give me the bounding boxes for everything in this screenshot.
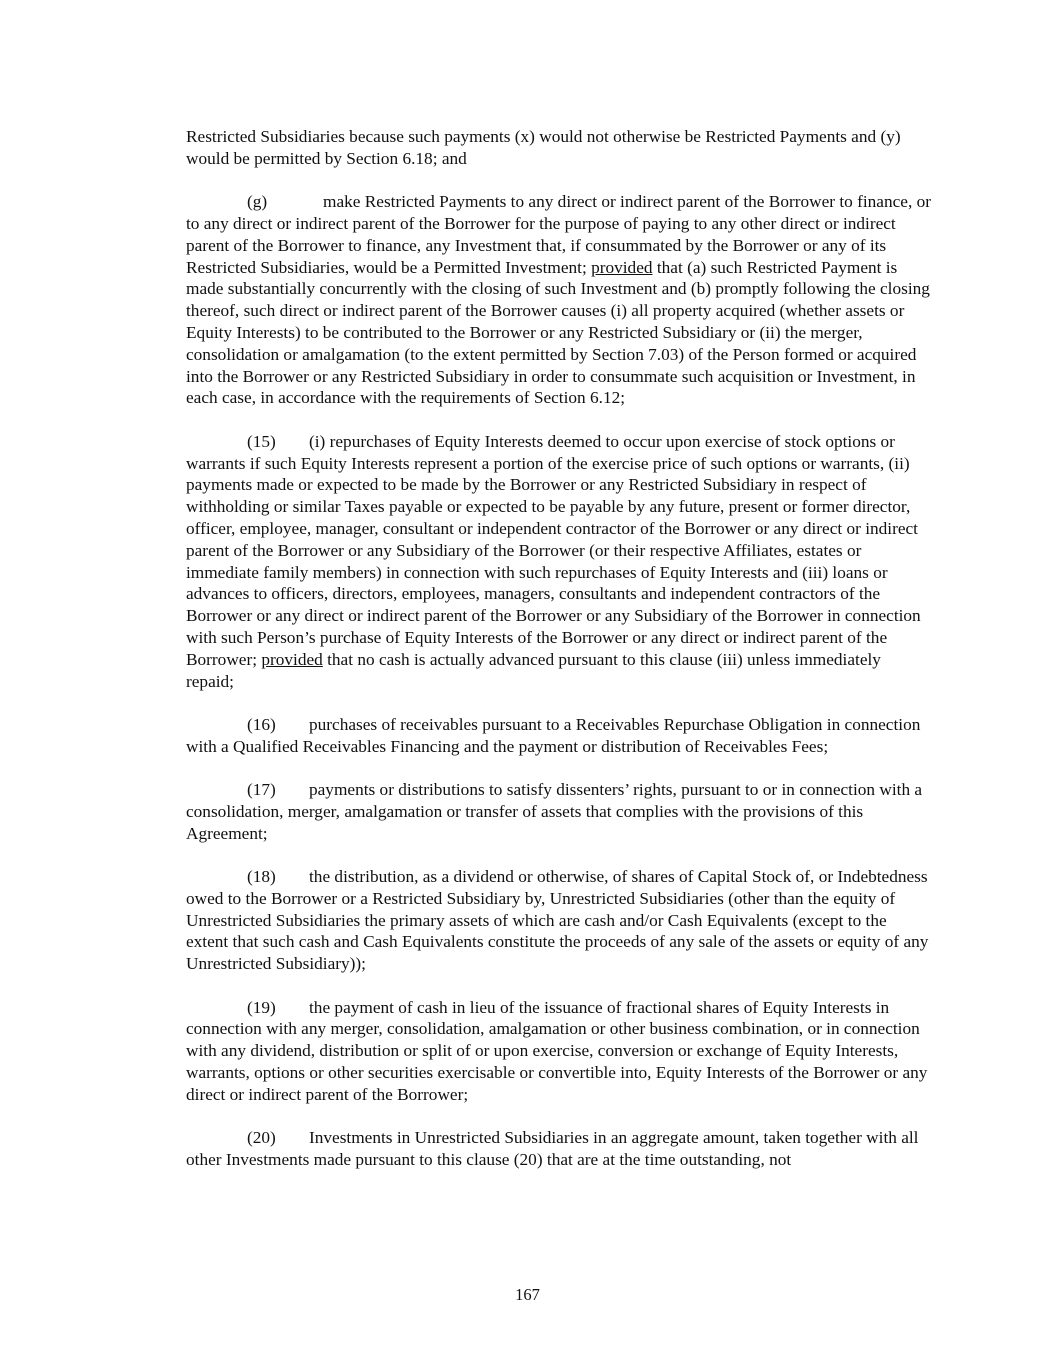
clause-label: (16) <box>247 714 276 734</box>
clause-label: (20) <box>247 1128 276 1148</box>
clause-label: (17) <box>247 780 276 800</box>
clause-label: (15) <box>247 431 276 451</box>
provided-underlined: provided <box>591 257 653 277</box>
paragraph-text: the distribution, as a dividend or otherwise, of shares of Capital Stock of, or Indebtedness owed to the Borrower or a Restricted Subsidiary by, Unrestricted Subsidiaries (other than the equity of Unrestricted Subsidiaries the primary assets of which are cash and/or Cash Equivalents (except to the extent that such cash and Cash Equivalents constitute the proceeds of any sale of the assets or equity of any Unrestricted Subsidiary)); <box>186 867 929 974</box>
clause-label: (19) <box>247 997 276 1017</box>
paragraph-text: Investments in Unrestricted Subsidiaries in an aggregate amount, taken together with all other Investments made pursuant to this clause (20) that are at the time outstanding, not <box>186 1128 919 1170</box>
paragraph-19 <box>186 997 931 1106</box>
page-number: 167 <box>515 1285 540 1304</box>
paragraph-18 <box>186 866 931 975</box>
provided-underlined: provided <box>261 649 323 669</box>
paragraph-text: Restricted Subsidiaries because such payments (x) would not otherwise be Restricted Payments and (y) would be permitted by Section 6.18; and <box>186 127 901 168</box>
paragraph-text: purchases of receivables pursuant to a Receivables Repurchase Obligation in connection with a Qualified Receivables Financing and the payment or distribution of Receivables Fees; <box>186 714 921 756</box>
paragraph-15 <box>186 431 931 693</box>
paragraph-text: payments or distributions to satisfy dissenters’ rights, pursuant to or in connection with a consolidation, merger, amalgamation or transfer of assets that complies with the provisions of this Agreement; <box>186 780 923 843</box>
paragraph-17 <box>186 779 931 844</box>
paragraph-16 <box>186 714 931 758</box>
paragraph-text: make Restricted Payments to any direct or indirect parent of the Borrower to finance, or to any direct or indirect parent of the Borrower for the purpose of paying to any other direct or indirect parent of the Borrower to finance, any Investment that, if consummated by the Borrower or any of its Restricted Subsidiaries, would be a Permitted Investment; <box>186 192 931 277</box>
paragraph-text: (i) repurchases of Equity Interests deemed to occur upon exercise of stock options or warrants if such Equity Interests represent a portion of the exercise price of such options or warrants, (ii) payments made or expected to be made by the Borrower or any Restricted Subsidiary in respect of withholding or similar Taxes payable or expected to be payable by any future, present or former director, officer, employee, manager, consultant or independent contractor of the Borrower or any direct or indirect parent of the Borrower or any Subsidiary of the Borrower (or their respective Affiliates, estates or immediate family members) in connection with such repurchases of Equity Interests and (iii) loans or advances to officers, directors, employees, managers, consultants and independent contractors of the Borrower or any direct or indirect parent of the Borrower or any Subsidiary of the Borrower in connection with such Person’s purchase of Equity Interests of the Borrower or any direct or indirect parent of the Borrower; <box>186 431 921 669</box>
paragraph-g <box>186 191 931 409</box>
document-body <box>186 126 931 1192</box>
paragraph-20 <box>186 1127 931 1171</box>
paragraph-continuation <box>186 126 931 170</box>
paragraph-text-cont: that no cash is actually advanced pursuant to this clause (iii) unless immediately repaid; <box>186 649 881 691</box>
paragraph-text: the payment of cash in lieu of the issuance of fractional shares of Equity Interests in connection with any merger, consolidation, amalgamation or other business combination, or in connection with any dividend, distribution or split of or upon exercise, conversion or exchange of Equity Interests, warrants, options or other securities exercisable or convertible into, Equity Interests of the Borrower or any direct or indirect parent of the Borrower; <box>186 997 928 1104</box>
clause-label: (g) <box>247 192 268 212</box>
clause-label: (18) <box>247 867 276 887</box>
paragraph-text-cont: that (a) such Restricted Payment is made substantially concurrently with the closing of such Investment and (b) promptly following the closing thereof, such direct or indirect parent of the Borrower causes (i) all property acquired (whether assets or Equity Interests) to be contributed to the Borrower or any Restricted Subsidiary or (ii) the merger, consolidation or amalgamation (to the extent permitted by Section 7.03) of the Person formed or acquired into the Borrower or any Restricted Subsidiary in order to consummate such acquisition or Investment, in each case, in accordance with the requirements of Section 6.12; <box>186 257 930 408</box>
